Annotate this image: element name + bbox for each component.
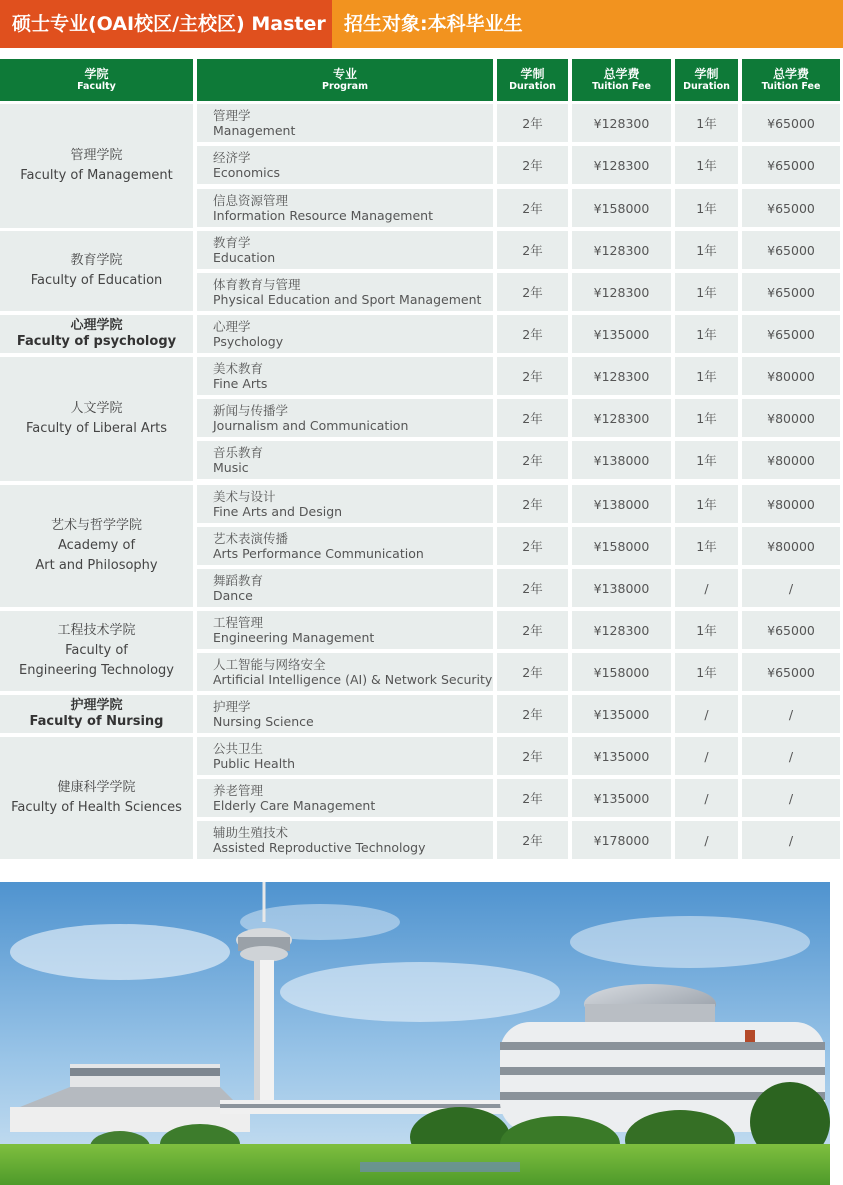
duration-cell [497, 485, 568, 523]
duration-cell-2-value: 1年 [696, 539, 717, 554]
column-header-tuition-fee [572, 59, 671, 101]
faculty-name-cn: 健康科学学院 [57, 780, 136, 795]
tuition-fee-cell-2-value: ¥80000 [767, 538, 815, 554]
program-cell [197, 104, 493, 142]
tuition-fee-cell-value: ¥135000 [593, 790, 650, 806]
tuition-fee-cell [572, 485, 671, 523]
tuition-fee-cell-value: ¥138000 [593, 580, 650, 596]
duration-cell [497, 779, 568, 817]
tuition-fee-cell-2-value: ¥65000 [767, 157, 815, 173]
duration-cell-2-value: / [704, 790, 709, 806]
duration-cell-2 [675, 315, 738, 353]
tuition-fee-cell-2-value: ¥65000 [767, 622, 815, 638]
duration-cell-2 [675, 779, 738, 817]
program-name-cn: 舞蹈教育 [213, 573, 264, 588]
column-header-cn: 总学费 [772, 67, 809, 81]
duration-cell [497, 357, 568, 395]
tuition-fee-cell-2 [742, 821, 840, 859]
tuition-fee-cell-2-value: ¥65000 [767, 200, 815, 216]
column-header-en: Duration [509, 81, 556, 92]
faculty-cell-health-sciences [0, 737, 193, 859]
program-name-en: Engineering Management [213, 630, 375, 645]
program-cell [197, 189, 493, 227]
faculty-cell-engineering [0, 611, 193, 691]
duration-cell-value: 2年 [522, 707, 543, 722]
program-name-en: Economics [213, 165, 281, 180]
duration-cell [497, 399, 568, 437]
tuition-fee-cell-value: ¥138000 [593, 496, 650, 512]
duration-cell [497, 231, 568, 269]
tuition-fee-cell-2-value: ¥80000 [767, 452, 815, 468]
faculty-name-en-line2: Art and Philosophy [35, 558, 158, 573]
tuition-fee-cell-2 [742, 146, 840, 184]
duration-cell-value: 2年 [522, 411, 543, 426]
campus-photo [0, 882, 830, 1185]
program-name-en: Journalism and Communication [213, 418, 409, 433]
program-name-en: Fine Arts and Design [213, 504, 343, 519]
tuition-fee-cell-2-value: ¥80000 [767, 368, 815, 384]
tuition-fee-cell [572, 569, 671, 607]
header-right-title: 招生对象:本科毕业生 [344, 13, 523, 35]
program-name-cn: 养老管理 [213, 783, 264, 798]
tuition-fee-cell [572, 189, 671, 227]
tuition-fee-cell-2 [742, 441, 840, 479]
tuition-fee-cell [572, 399, 671, 437]
program-cell [197, 441, 493, 479]
faculty-name-cn: 艺术与哲学学院 [50, 518, 142, 533]
tuition-fee-cell-value: ¥135000 [593, 748, 650, 764]
tuition-fee-cell-2 [742, 569, 840, 607]
program-name-cn: 心理学 [213, 319, 251, 334]
duration-cell-value: 2年 [522, 791, 543, 806]
duration-cell [497, 527, 568, 565]
column-header-cn: 学院 [84, 67, 109, 81]
tuition-fee-cell-2 [742, 485, 840, 523]
tuition-fee-cell [572, 527, 671, 565]
program-cell [197, 779, 493, 817]
column-header-program [197, 59, 493, 101]
tuition-fee-cell-2 [742, 779, 840, 817]
duration-cell-value: 2年 [522, 243, 543, 258]
program-cell [197, 315, 493, 353]
tuition-fee-cell [572, 315, 671, 353]
tuition-fee-cell-2 [742, 189, 840, 227]
program-name-cn: 管理学 [213, 108, 251, 123]
column-header-en: Tuition Fee [592, 81, 651, 92]
duration-cell-2-value: 1年 [696, 285, 717, 300]
program-name-en: Arts Performance Communication [213, 546, 424, 561]
campus-illustration [0, 882, 830, 1185]
program-cell [197, 611, 493, 649]
column-header-cn: 学制 [694, 67, 719, 81]
duration-cell-2-value: 1年 [696, 369, 717, 384]
tuition-fee-cell [572, 653, 671, 691]
tuition-fee-cell-value: ¥128300 [593, 284, 650, 300]
tuition-fee-cell-2-value: ¥65000 [767, 284, 815, 300]
duration-cell-2 [675, 653, 738, 691]
duration-cell-value: 2年 [522, 497, 543, 512]
faculty-name-en: Faculty of Education [30, 273, 163, 288]
header-left-block [0, 0, 332, 48]
tuition-fee-cell-value: ¥128300 [593, 622, 650, 638]
program-cell [197, 737, 493, 775]
duration-cell-2 [675, 104, 738, 142]
duration-cell-2 [675, 231, 738, 269]
program-name-cn: 教育学 [213, 235, 251, 250]
column-header-en: Duration [683, 81, 730, 92]
duration-cell-2-value: / [704, 748, 709, 764]
tuition-fee-cell-2 [742, 315, 840, 353]
duration-cell [497, 104, 568, 142]
faculty-name-cn: 管理学院 [70, 148, 123, 163]
program-name-cn: 美术教育 [213, 361, 264, 376]
tuition-fee-cell-2-value: ¥65000 [767, 242, 815, 258]
duration-cell [497, 611, 568, 649]
program-cell [197, 485, 493, 523]
column-header-cn: 学制 [520, 67, 545, 81]
duration-cell-2 [675, 821, 738, 859]
program-name-en: Psychology [213, 334, 284, 349]
column-header-tuition-fee-2 [742, 59, 840, 101]
tuition-fee-cell [572, 779, 671, 817]
program-name-cn: 艺术表演传播 [213, 531, 289, 546]
duration-cell-2 [675, 695, 738, 733]
tuition-fee-cell-2 [742, 611, 840, 649]
faculty-cell-psychology [0, 315, 193, 353]
program-name-en: Elderly Care Management [213, 798, 376, 813]
column-header-cn: 总学费 [603, 67, 640, 81]
tuition-fee-cell [572, 695, 671, 733]
program-name-cn: 公共卫生 [213, 741, 264, 756]
faculty-name-en: Faculty of Liberal Arts [25, 421, 168, 436]
faculty-cell-education [0, 231, 193, 311]
column-header-en: Program [322, 81, 368, 92]
header-banner [0, 0, 843, 48]
program-cell [197, 399, 493, 437]
tuition-fee-cell-2-value: ¥80000 [767, 496, 815, 512]
program-name-en: Assisted Reproductive Technology [213, 840, 426, 855]
tuition-fee-cell [572, 611, 671, 649]
duration-cell-2 [675, 737, 738, 775]
program-name-cn: 音乐教育 [213, 445, 264, 460]
tuition-fee-cell [572, 146, 671, 184]
duration-cell-2-value: 1年 [696, 116, 717, 131]
tuition-fee-cell-2 [742, 273, 840, 311]
tuition-fee-cell-value: ¥178000 [593, 832, 650, 848]
tuition-fee-cell-2-value: ¥65000 [767, 664, 815, 680]
duration-cell-2 [675, 441, 738, 479]
duration-cell-value: 2年 [522, 158, 543, 173]
tuition-fee-cell-2 [742, 357, 840, 395]
duration-cell-2 [675, 189, 738, 227]
program-cell [197, 146, 493, 184]
duration-cell-2-value: 1年 [696, 201, 717, 216]
duration-cell-value: 2年 [522, 201, 543, 216]
program-name-en: Nursing Science [213, 714, 314, 729]
duration-cell-2-value: 1年 [696, 411, 717, 426]
tuition-fee-cell-value: ¥158000 [593, 664, 650, 680]
faculty-cell-management [0, 104, 193, 228]
duration-cell-2-value: / [704, 832, 709, 848]
tuition-fee-cell-value: ¥158000 [593, 538, 650, 554]
duration-cell-value: 2年 [522, 665, 543, 680]
duration-cell-2 [675, 399, 738, 437]
duration-cell [497, 737, 568, 775]
tuition-fee-cell-2-value: ¥80000 [767, 410, 815, 426]
program-cell [197, 821, 493, 859]
program-cell [197, 273, 493, 311]
tuition-fee-cell-2-value: ¥65000 [767, 326, 815, 342]
program-cell [197, 695, 493, 733]
tuition-fee-cell-2-value: ¥65000 [767, 115, 815, 131]
faculty-name-en: Faculty of Management [20, 168, 173, 183]
duration-cell-value: 2年 [522, 539, 543, 554]
duration-cell-2 [675, 569, 738, 607]
duration-cell-2-value: 1年 [696, 453, 717, 468]
program-name-cn: 工程管理 [213, 615, 264, 630]
faculty-cell-nursing [0, 695, 193, 733]
tuition-fee-cell-value: ¥138000 [593, 452, 650, 468]
header-right-block [332, 0, 843, 48]
tuition-fee-cell-value: ¥135000 [593, 706, 650, 722]
program-name-en: Education [213, 250, 276, 265]
program-cell [197, 569, 493, 607]
faculty-name-en: Faculty of [65, 643, 128, 658]
tuition-fee-cell [572, 231, 671, 269]
tuition-fee-cell [572, 821, 671, 859]
column-header-en: Tuition Fee [761, 81, 821, 92]
tuition-fee-cell-2 [742, 104, 840, 142]
faculty-name-en: Faculty of Health Sciences [11, 800, 182, 815]
tuition-fee-cell-value: ¥128300 [593, 368, 650, 384]
program-name-cn: 辅助生殖技术 [213, 825, 289, 840]
faculty-name-en: Faculty of psychology [16, 334, 177, 349]
program-name-en: Artificial Intelligence (AI) & Network Security [213, 672, 493, 687]
program-cell [197, 653, 493, 691]
program-name-en: Dance [213, 588, 253, 603]
duration-cell [497, 315, 568, 353]
duration-cell [497, 273, 568, 311]
duration-cell-2-value: 1年 [696, 158, 717, 173]
duration-cell [497, 189, 568, 227]
duration-cell-2-value: 1年 [696, 665, 717, 680]
tuition-fee-cell-2-value: / [788, 748, 794, 764]
duration-cell-2 [675, 146, 738, 184]
duration-cell [497, 653, 568, 691]
faculty-cell-liberal-arts [0, 357, 193, 481]
tuition-fee-cell-2-value: / [788, 790, 794, 806]
tuition-fee-cell-2 [742, 653, 840, 691]
program-name-en: Management [213, 123, 296, 138]
faculty-name-en: Faculty of Nursing [29, 714, 164, 729]
faculty-name-en-line2: Engineering Technology [19, 663, 174, 678]
tuition-fee-cell-2 [742, 527, 840, 565]
tuition-fee-cell [572, 357, 671, 395]
duration-cell [497, 146, 568, 184]
tuition-fee-cell [572, 104, 671, 142]
tuition-fee-cell-2-value: / [788, 580, 794, 596]
duration-cell-2 [675, 527, 738, 565]
tuition-fee-cell-value: ¥128300 [593, 242, 650, 258]
program-cell [197, 231, 493, 269]
faculty-name-cn: 教育学院 [70, 253, 123, 268]
column-header-duration [497, 59, 568, 101]
duration-cell-value: 2年 [522, 581, 543, 596]
program-name-cn: 信息资源管理 [213, 193, 289, 208]
duration-cell-2 [675, 485, 738, 523]
program-name-cn: 美术与设计 [213, 489, 276, 504]
tuition-fee-cell-value: ¥128300 [593, 115, 650, 131]
tuition-fee-cell [572, 737, 671, 775]
duration-cell-2-value: 1年 [696, 497, 717, 512]
program-cell [197, 357, 493, 395]
program-name-en: Physical Education and Sport Management [213, 292, 482, 307]
duration-cell-value: 2年 [522, 749, 543, 764]
faculty-name-cn: 心理学院 [70, 318, 123, 333]
program-name-cn: 护理学 [213, 699, 251, 714]
program-name-en: Public Health [213, 756, 296, 771]
column-header-cn: 专业 [332, 67, 357, 81]
duration-cell-2 [675, 611, 738, 649]
header-left-title: 硕士专业(OAI校区/主校区) Master [12, 13, 326, 35]
tuition-fee-cell [572, 441, 671, 479]
duration-cell-value: 2年 [522, 285, 543, 300]
duration-cell [497, 695, 568, 733]
tuition-fee-cell-value: ¥158000 [593, 200, 650, 216]
program-name-cn: 体育教育与管理 [213, 277, 301, 292]
faculty-name-cn: 人文学院 [70, 401, 123, 416]
duration-cell-2-value: / [704, 706, 709, 722]
tuition-fee-cell-value: ¥128300 [593, 157, 650, 173]
program-name-cn: 新闻与传播学 [213, 403, 289, 418]
tuition-fee-cell [572, 273, 671, 311]
duration-cell [497, 569, 568, 607]
duration-cell-value: 2年 [522, 453, 543, 468]
duration-cell-value: 2年 [522, 369, 543, 384]
duration-cell [497, 441, 568, 479]
tuition-fee-cell-2 [742, 737, 840, 775]
duration-cell-value: 2年 [522, 833, 543, 848]
column-header-en: Faculty [77, 81, 116, 92]
tuition-fee-cell-2-value: / [788, 832, 794, 848]
tuition-fee-cell-2 [742, 399, 840, 437]
program-cell [197, 527, 493, 565]
program-name-cn: 经济学 [213, 150, 251, 165]
tuition-fee-cell-value: ¥135000 [593, 326, 650, 342]
faculty-name-cn: 工程技术学院 [57, 623, 136, 638]
tuition-fee-cell-2 [742, 695, 840, 733]
program-name-en: Fine Arts [213, 376, 268, 391]
duration-cell-value: 2年 [522, 623, 543, 638]
faculty-cell-art-philosophy [0, 485, 193, 607]
column-header-duration-2 [675, 59, 738, 101]
program-name-en: Music [213, 460, 249, 475]
faculty-name-en: Academy of [57, 538, 136, 553]
duration-cell-value: 2年 [522, 116, 543, 131]
tuition-fee-cell-value: ¥128300 [593, 410, 650, 426]
duration-cell-2-value: 1年 [696, 243, 717, 258]
tuition-fee-cell-2-value: / [788, 706, 794, 722]
duration-cell [497, 821, 568, 859]
duration-cell-2-value: 1年 [696, 623, 717, 638]
duration-cell-2-value: 1年 [696, 327, 717, 342]
program-name-cn: 人工智能与网络安全 [213, 657, 326, 672]
column-header-faculty [0, 59, 193, 101]
faculty-name-cn: 护理学院 [70, 698, 123, 713]
tuition-fee-cell-2 [742, 231, 840, 269]
duration-cell-2-value: / [704, 580, 709, 596]
duration-cell-2 [675, 357, 738, 395]
duration-cell-value: 2年 [522, 327, 543, 342]
program-name-en: Information Resource Management [213, 208, 433, 223]
duration-cell-2 [675, 273, 738, 311]
